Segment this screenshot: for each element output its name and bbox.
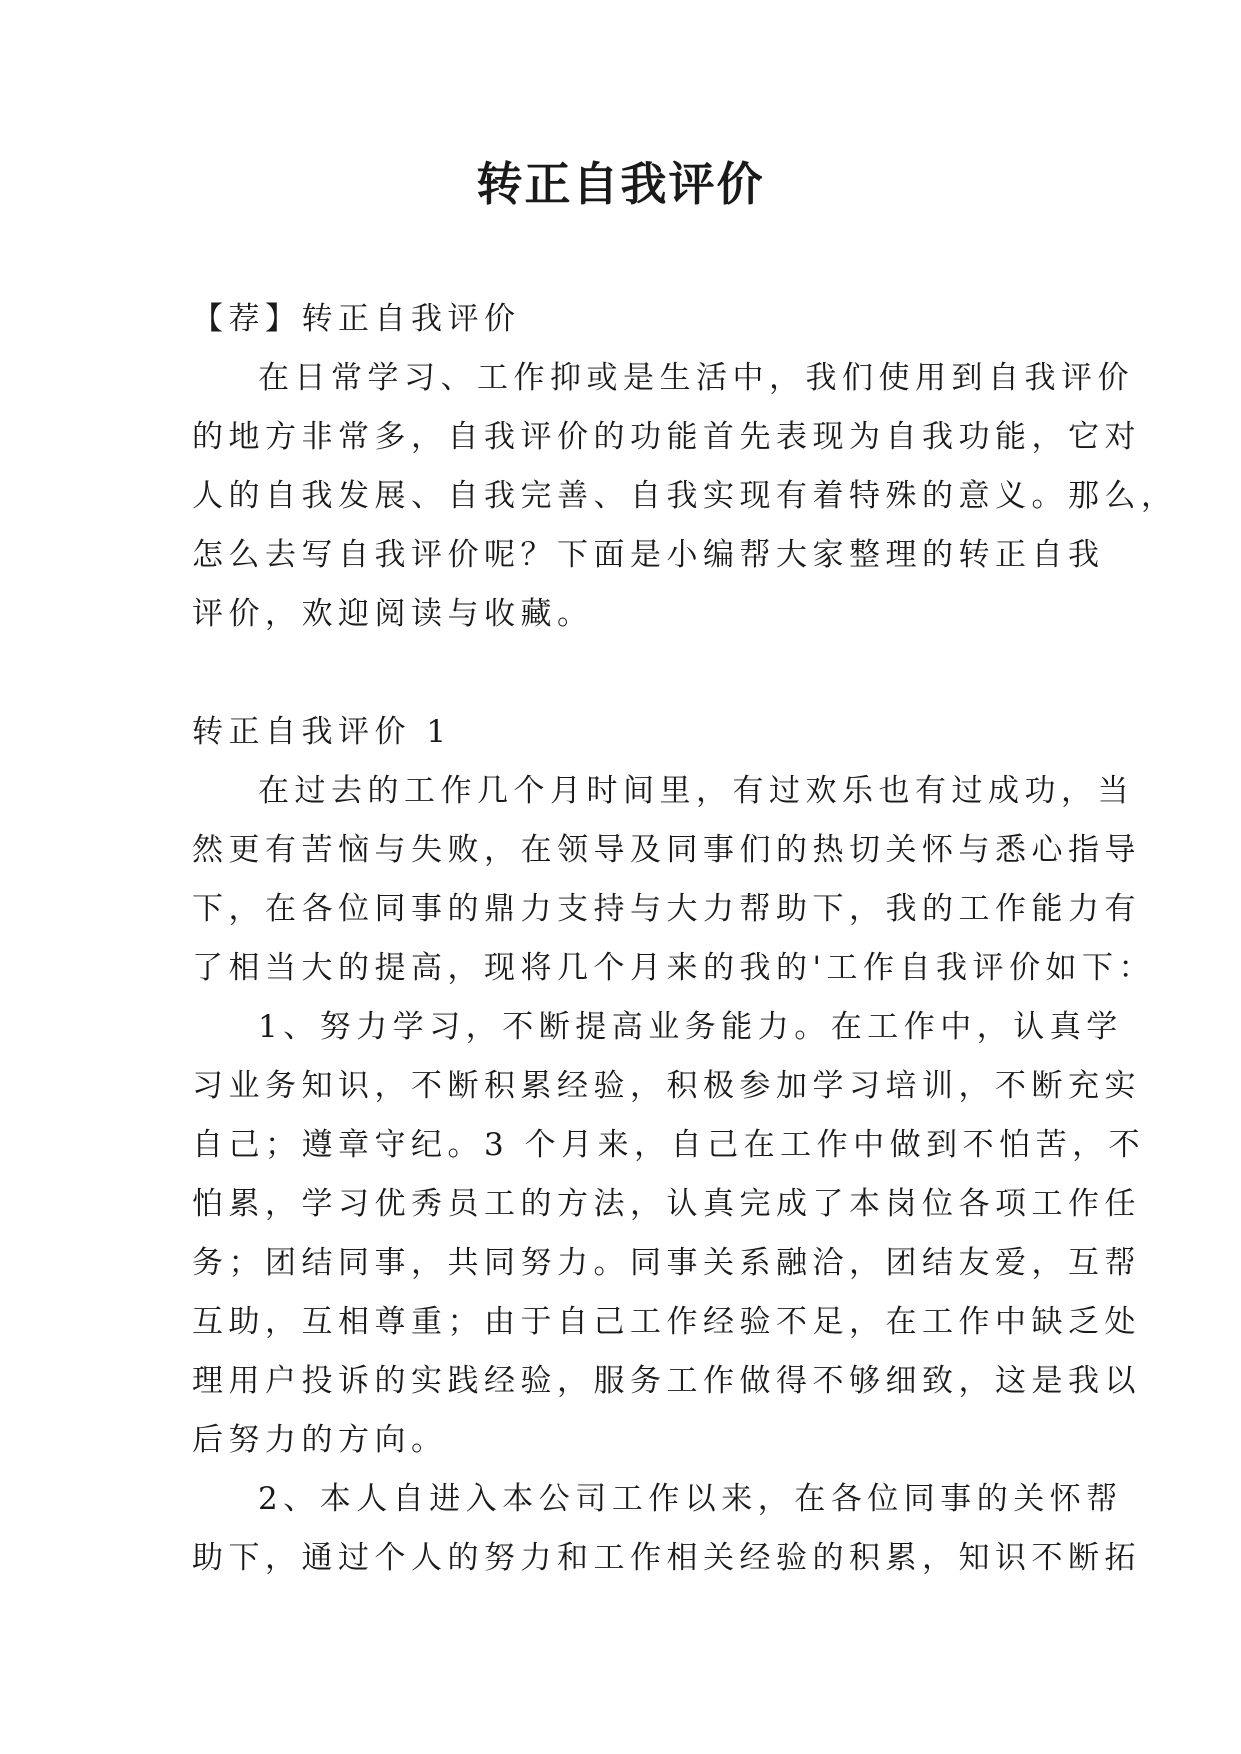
paragraph-line: 互助，互相尊重；由于自己工作经验不足，在工作中缺乏处 — [192, 1304, 1141, 1340]
paragraph-line: 理用户投诉的实践经验，服务工作做得不够细致，这是我以 — [192, 1363, 1141, 1399]
paragraph-line: 后努力的方向。 — [192, 1422, 448, 1458]
paragraph-line: 下，在各位同事的鼎力支持与大力帮助下，我的工作能力有 — [192, 891, 1141, 927]
paragraph-line: 的地方非常多，自我评价的功能首先表现为自我功能，它对 — [192, 419, 1141, 455]
paragraph-line: 在日常学习、工作抑或是生活中，我们使用到自我评价 — [258, 360, 1134, 396]
blank-line — [192, 644, 1072, 703]
paragraph-line: 人的自我发展、自我完善、自我实现有着特殊的意义。那么， — [192, 478, 1178, 514]
paragraph-line: 习业务知识，不断积累经验，积极参加学习培训，不断充实 — [192, 1068, 1141, 1104]
section1-paragraph-3 — [192, 1470, 1141, 1588]
paragraph-line: 评价，欢迎阅读与收藏。 — [192, 596, 594, 632]
paragraph-line: 2、本人自进入本公司工作以来，在各位同事的关怀帮 — [258, 1481, 1123, 1517]
section1-paragraph-1 — [192, 762, 1156, 998]
paragraph-line: 怎么去写自我评价呢？下面是小编帮大家整理的转正自我 — [192, 537, 1105, 573]
document-title: 转正自我评价 — [476, 157, 765, 211]
paragraph-line: 自己；遵章守纪。3 个月来，自己在工作中做到不怕苦，不 — [192, 1127, 1146, 1163]
paragraph-line: 然更有苦恼与失败，在领导及同事们的热切关怀与悉心指导 — [192, 832, 1141, 868]
intro-paragraph — [192, 349, 1178, 644]
section1-paragraph-2 — [192, 998, 1146, 1470]
paragraph-line: 了相当大的提高，现将几个月来的我的'工作自我评价如下： — [192, 950, 1156, 986]
paragraph-line: 1、努力学习，不断提高业务能力。在工作中，认真学 — [258, 1009, 1123, 1045]
paragraph-line: 在过去的工作几个月时间里，有过欢乐也有过成功，当 — [258, 773, 1134, 809]
paragraph-line: 助下，通过个人的努力和工作相关经验的积累，知识不断拓 — [192, 1540, 1141, 1576]
paragraph-line: 怕累，学习优秀员工的方法，认真完成了本岗位各项工作任 — [192, 1186, 1141, 1222]
section-heading: 转正自我评价 1 — [192, 714, 452, 750]
paragraph-line: 务；团结同事，共同努力。同事关系融洽，团结友爱，互帮 — [192, 1245, 1141, 1281]
document-body — [192, 290, 1178, 1588]
intro-heading: 【荐】转正自我评价 — [192, 301, 521, 337]
